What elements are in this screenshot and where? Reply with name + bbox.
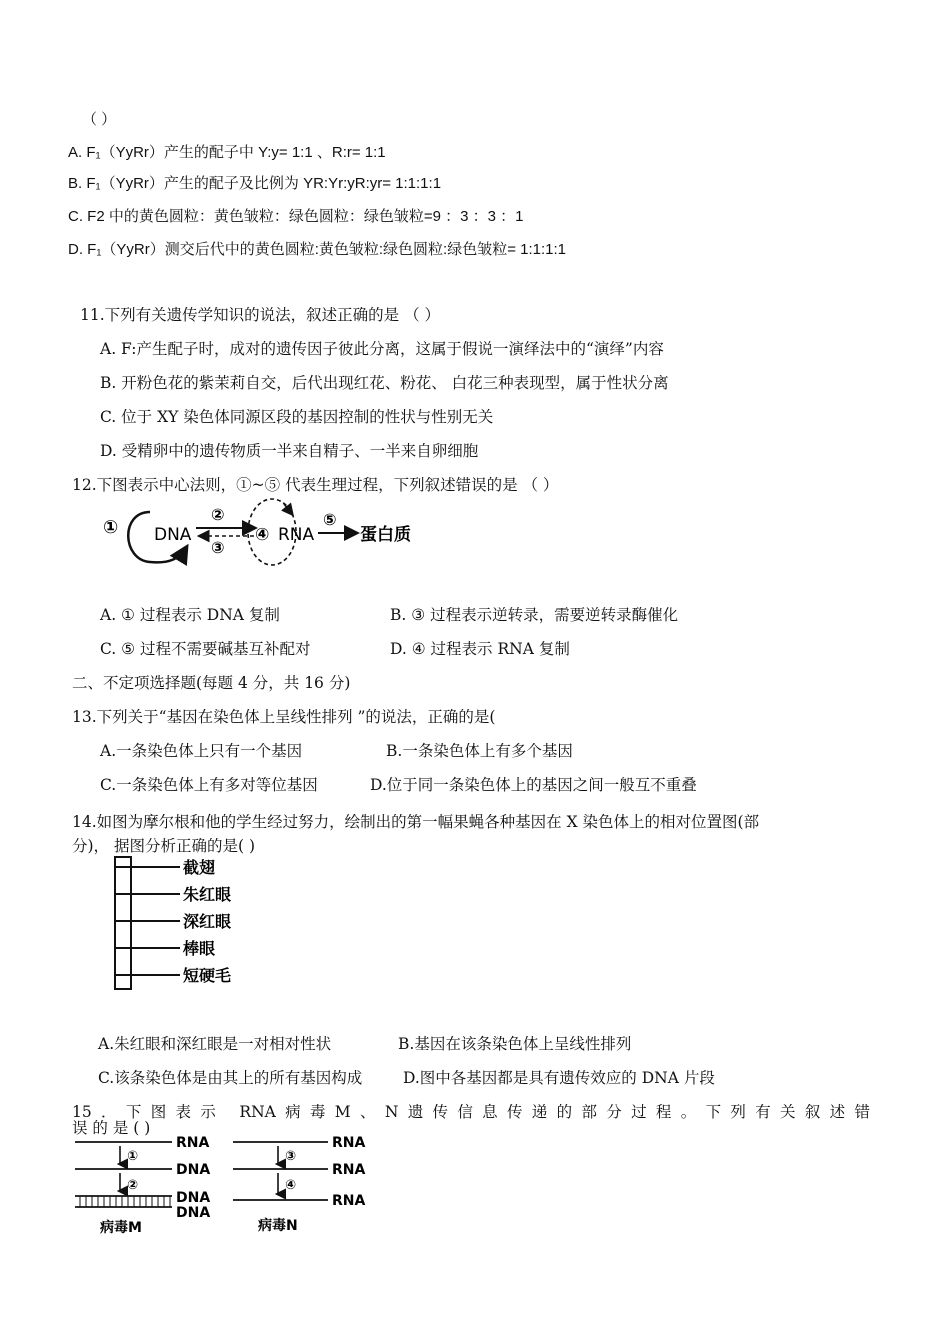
q13-option-b[interactable]: B.一条染色体上有多个基因 xyxy=(386,742,573,760)
q14-stem-line1: 14.如图为摩尔根和他的学生经过努力，绘制出的第一幅果蝇各种基因在 X 染色体上的相对位置图(部 xyxy=(72,813,760,831)
svg-text:RNA: RNA xyxy=(332,1162,366,1178)
chromosome-bar xyxy=(115,857,131,989)
process-3-label: ③ xyxy=(211,538,225,557)
svg-text:DNA: DNA xyxy=(176,1162,211,1178)
q14-option-a[interactable]: A.朱红眼和深红眼是一对相对性状 xyxy=(98,1035,332,1053)
gene-label-4: 棒眼 xyxy=(183,939,216,958)
svg-text:DNA: DNA xyxy=(176,1190,211,1206)
q12-option-b[interactable]: B. ③ 过程表示逆转录，需要逆转录酶催化 xyxy=(390,606,679,624)
q12-option-c[interactable]: C. ⑤ 过程不需要碱基互补配对 xyxy=(100,640,311,658)
svg-text:DNA: DNA xyxy=(176,1205,211,1221)
q15-stem-line2: 误 的 是 ( ) xyxy=(72,1119,151,1137)
virus-m-label: 病毒M xyxy=(100,1220,142,1236)
svg-text:④: ④ xyxy=(285,1178,297,1193)
q12-option-d[interactable]: D. ④ 过程表示 RNA 复制 xyxy=(390,640,570,658)
process-2-label: ② xyxy=(211,505,225,524)
central-dogma-diagram xyxy=(0,500,950,580)
gene-label-5: 短硬毛 xyxy=(183,966,232,985)
q13-option-d[interactable]: D.位于同一条染色体上的基因之间一般互不重叠 xyxy=(370,776,697,794)
process-5-label: ⑤ xyxy=(323,510,337,529)
q14-option-c[interactable]: C.该条染色体是由其上的所有基因构成 xyxy=(98,1069,363,1087)
q10-bracket: （ ） xyxy=(82,111,117,128)
q12-stem: 12.下图表示中心法则，①~⑤ 代表生理过程，下列叙述错误的是 （ ） xyxy=(72,476,559,494)
section-2-heading: 二、不定项选择题(每题 4 分，共 16 分) xyxy=(72,674,351,692)
q12-option-a[interactable]: A. ① 过程表示 DNA 复制 xyxy=(100,606,280,624)
virus-n-label: 病毒N xyxy=(258,1218,298,1234)
q10-option-a[interactable]: A. F₁（YyRr）产生的配子中 Y:y= 1:1 、R:r= 1:1 xyxy=(68,144,386,161)
dna-label: DNA xyxy=(154,525,192,545)
q11-option-c[interactable]: C. 位于 XY 染色体同源区段的基因控制的性状与性别无关 xyxy=(100,408,494,426)
q11-stem: 11.下列有关遗传学知识的说法，叙述正确的是 （ ） xyxy=(80,306,441,324)
process-4-label: ④ xyxy=(255,525,270,545)
svg-text:RNA: RNA xyxy=(332,1135,366,1151)
virus-n-diagram xyxy=(228,1132,428,1242)
gene-label-3: 深红眼 xyxy=(183,912,232,931)
q14-option-d[interactable]: D.图中各基因都是具有遗传效应的 DNA 片段 xyxy=(403,1069,715,1087)
q13-option-a[interactable]: A.一条染色体上只有一个基因 xyxy=(100,742,303,760)
q11-option-b[interactable]: B. 开粉色花的紫茉莉自交，后代出现红花、粉花、 白花三种表现型，属于性状分离 xyxy=(100,374,669,392)
svg-text:②: ② xyxy=(127,1178,139,1193)
gene-label-2: 朱红眼 xyxy=(183,885,232,904)
svg-text:③: ③ xyxy=(285,1149,297,1164)
q11-option-a[interactable]: A. F:产生配子时，成对的遗传因子彼此分离，这属于假说一演绎法中的“演绎”内容 xyxy=(100,340,664,358)
q13-option-c[interactable]: C.一条染色体上有多对等位基因 xyxy=(100,776,318,794)
gene-label-1: 截翅 xyxy=(183,858,216,877)
q13-stem: 13.下列关于“基因在染色体上呈线性排列 ”的说法，正确的是( xyxy=(72,708,496,726)
q14-stem-line2: 分)， 据图分析正确的是( ) xyxy=(72,837,255,855)
x-chromosome-gene-map xyxy=(100,855,300,995)
protein-label: 蛋白质 xyxy=(360,525,411,545)
q15-stem-line1: 15．下图表示 RNA病毒M、N遗传信息传递的部分过程。下列有关叙述错 xyxy=(72,1103,870,1121)
q10-option-c[interactable]: C. F2 中的黄色圆粒：黄色皱粒：绿色圆粒：绿色皱粒=9 ：3 ：3 ：1 xyxy=(68,208,524,225)
rna-label: RNA xyxy=(278,525,315,545)
svg-text:①: ① xyxy=(127,1149,139,1164)
svg-text:RNA: RNA xyxy=(176,1135,210,1151)
q11-option-d[interactable]: D. 受精卵中的遗传物质一半来自精子、一半来自卵细胞 xyxy=(100,442,479,460)
q10-option-b[interactable]: B. F₁（YyRr）产生的配子及比例为 YR:Yr:yR:yr= 1:1:1:1 xyxy=(68,175,442,192)
q10-option-d[interactable]: D. F₁（YyRr）测交后代中的黄色圆粒:黄色皱粒:绿色圆粒:绿色皱粒= 1:1:1:1 xyxy=(68,241,567,258)
process-1-label: ① xyxy=(103,517,119,538)
svg-text:RNA: RNA xyxy=(332,1193,366,1209)
q14-option-b[interactable]: B.基因在该条染色体上呈线性排列 xyxy=(398,1035,632,1053)
